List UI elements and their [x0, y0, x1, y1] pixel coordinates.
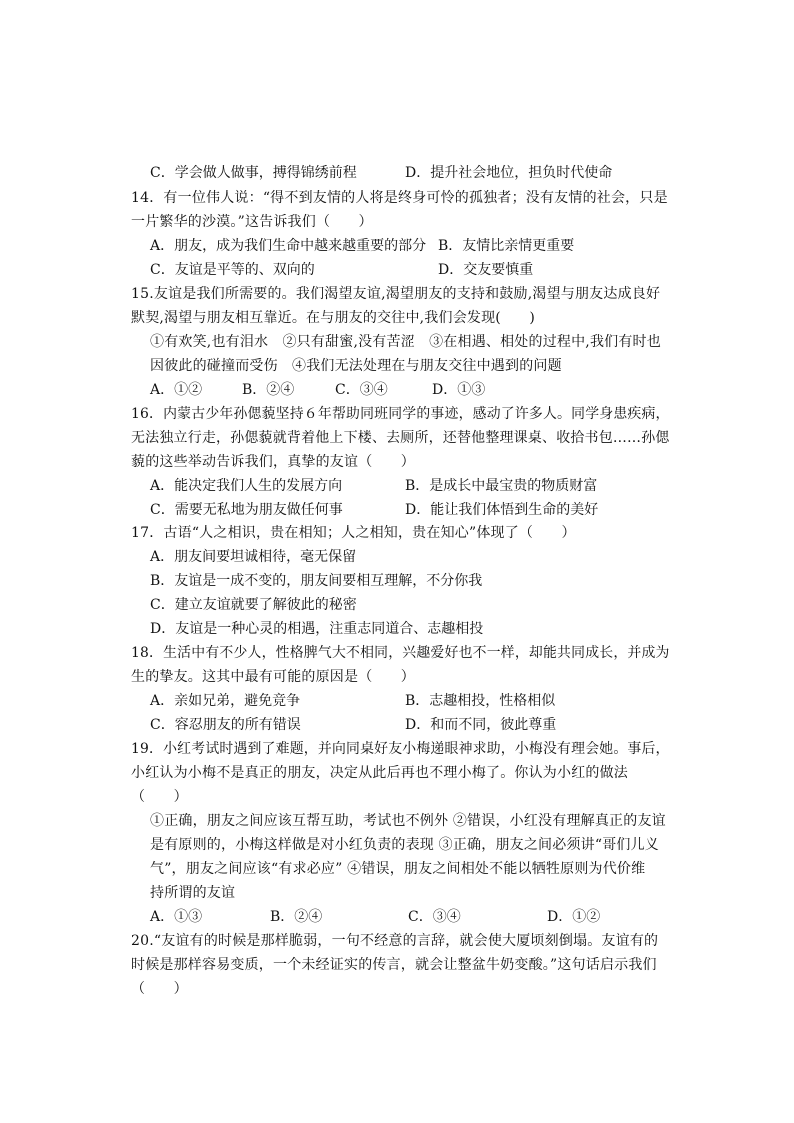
q13-option-c: C．学会做人做事，搏得锦绣前程	[150, 165, 357, 181]
q19-item-line-3: 气”，朋友之间应该“有求必应” ④错误，朋友之间相处不能以牺牲原则为代价维	[150, 861, 646, 877]
q18-option-a: A．亲如兄弟，避免竞争	[150, 693, 301, 709]
q15-stem-line-1: 15.友谊是我们所需要的。我们渴望友谊,渴望朋友的支持和鼓励,渴望与朋友达成良好	[131, 286, 661, 302]
q16-option-c: C．需要无私地为朋友做任何事	[150, 502, 343, 518]
q14-option-a: A．朋友，成为我们生命中越来越重要的部分	[150, 238, 427, 254]
q20-stem-line-1: 20.“友谊有的时候是那样脆弱，一句不经意的言辞，就会使大厦顷刻倒塌。友谊有的	[131, 933, 659, 949]
q14-option-b: B．友情比亲情更重要	[438, 238, 575, 254]
q17-option-b: B．友谊是一成不变的，朋友间要相互理解，不分你我	[150, 573, 483, 589]
q19-stem-line-3: （ ）	[131, 789, 188, 805]
q13-option-d: D．提升社会地位，担负时代使命	[405, 165, 613, 181]
q17-option-c: C．建立友谊就要了解彼此的秘密	[150, 597, 357, 613]
q17-option-a: A．朋友间要坦诚相待，毫无保留	[150, 549, 357, 565]
q16-stem-line-1: 16．内蒙古少年孙偲藐坚持６年帮助同班同学的事迹，感动了许多人。同学身患疾病，	[131, 406, 670, 422]
q18-stem-line-2: 生的挚友。这其中最有可能的原因是（ ）	[131, 669, 415, 685]
q15-item-line-1: ①有欢笑,也有泪水 ②只有甜蜜,没有苦涩 ③在相遇、相处的过程中,我们有时也	[150, 334, 661, 350]
q20-stem-line-2: 时候是那样容易变质，一个未经证实的传言，就会让整盆牛奶变酸。”这句话启示我们	[131, 957, 657, 973]
q14-option-d: D．交友要慎重	[438, 262, 534, 278]
q18-stem-line-1: 18．生活中有不少人，性格脾气大不相同，兴趣爱好也不一样，却能共同成长，并成为	[131, 645, 670, 661]
q16-option-b: B．是成长中最宝贵的物质财富	[405, 478, 598, 494]
q15-option-a: A．①②	[150, 382, 203, 398]
q19-option-c: C．③④	[408, 909, 461, 925]
q16-option-d: D．能让我们体悟到生命的美好	[405, 502, 599, 518]
q18-option-c: C．容忍朋友的所有错误	[150, 717, 301, 733]
q14-option-c: C．友谊是平等的、双向的	[150, 262, 315, 278]
q15-item-line-2: 因彼此的碰撞而受伤 ④我们无法处理在与朋友交往中遇到的问题	[150, 358, 562, 374]
q18-option-d: D．和而不同，彼此尊重	[405, 717, 557, 733]
q19-item-line-2: 是有原则的，小梅这样做是对小红负责的表现 ③正确，朋友之间必须讲“哥们儿义	[150, 837, 660, 853]
q17-stem-line-1: 17．古语“人之相识，贵在相知；人之相知，贵在知心”体现了（ ）	[131, 525, 576, 541]
q19-option-a: A．①③	[150, 909, 203, 925]
q19-stem-line-2: 小红认为小梅不是真正的朋友，决定从此后再也不理小梅了。你认为小红的做法	[131, 765, 628, 781]
q16-stem-line-2: 无法独立行走，孙偲藐就背着他上下楼、去厕所，还替他整理课桌、收拾书包……孙偲	[131, 430, 670, 446]
q16-option-a: A．能决定我们人生的发展方向	[150, 478, 343, 494]
q14-stem-line-1: 14．有一位伟人说：“得不到友情的人将是终身可怜的孤独者；没有友情的社会，只是	[131, 190, 668, 206]
q15-option-b: B．②④	[242, 382, 295, 398]
q15-option-d: D．①③	[432, 382, 486, 398]
q20-stem-line-3: （ ）	[131, 981, 188, 997]
q19-option-d: D．①②	[547, 909, 601, 925]
q16-stem-line-3: 藐的这些举动告诉我们，真挚的友谊（ ）	[131, 454, 415, 470]
q17-option-d: D．友谊是一种心灵的相遇，注重志同道合、志趣相投	[150, 621, 484, 637]
q19-item-line-1: ①正确，朋友之间应该互帮互助，考试也不例外 ②错误，小红没有理解真正的友谊	[150, 813, 666, 829]
q19-stem-line-1: 19．小红考试时遇到了难题，并向同桌好友小梅递眼神求助，小梅没有理会她。事后，	[131, 741, 670, 757]
q15-option-c: C．③④	[335, 382, 388, 398]
q15-stem-line-2: 默契,渴望与朋友相互靠近。在与朋友的交往中,我们会发现( )	[131, 310, 536, 326]
q18-option-b: B．志趣相投，性格相似	[405, 693, 556, 709]
q14-stem-line-2: 一片繁华的沙漠。”这告诉我们（ ）	[131, 214, 373, 230]
q19-item-line-4: 持所谓的友谊	[150, 885, 236, 901]
q19-option-b: B．②④	[270, 909, 323, 925]
